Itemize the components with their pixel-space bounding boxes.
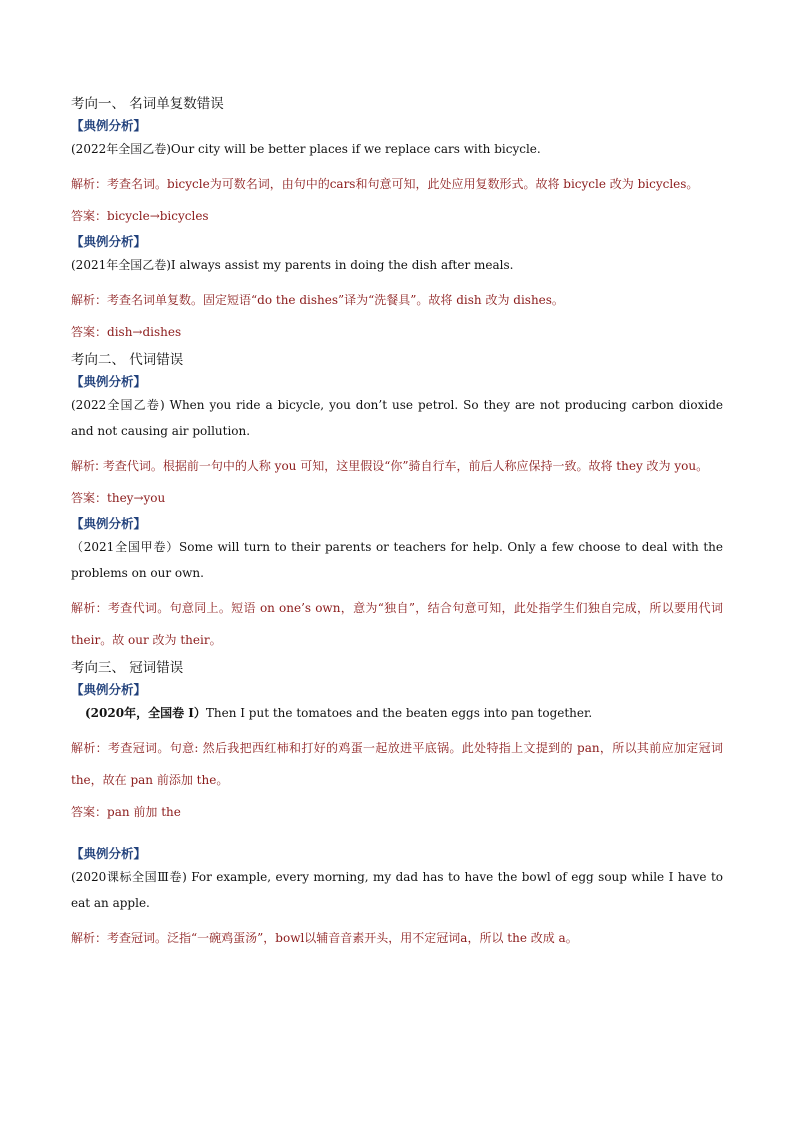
answer-text: dish→dishes xyxy=(107,325,182,339)
analysis-text: 考查冠词。泛指“一碗鸡蛋汤”，bowl以辅音音素开头，用不定冠词a，所以 the 改成 a。 xyxy=(107,931,578,945)
example-answer xyxy=(71,796,723,828)
answer-text: pan 前加 the xyxy=(107,805,181,819)
example-block xyxy=(71,514,723,656)
example-block xyxy=(71,372,723,514)
answer-label: 答案： xyxy=(71,209,108,223)
example-block xyxy=(71,844,723,954)
example-question: （2021全国甲卷）Some will turn to their parents or teachers for help. Only a few choose to deal with the problems on our own. xyxy=(71,540,723,580)
example-question: (2022年全国乙卷)Our city will be better places if we replace cars with bicycle. xyxy=(71,142,541,156)
example-analysis xyxy=(71,592,723,656)
example-analysis xyxy=(71,450,723,482)
analysis-text: 考查代词。根据前一句中的人称 you 可知，这里假设“你”骑自行车，前后人称应保持一致。故将 they 改为 you。 xyxy=(102,459,709,473)
section-noun-number xyxy=(71,92,723,348)
analysis-text: 考查冠词。句意: 然后我把西红柿和打好的鸡蛋一起放进平底锅。此处特指上文提到的 pan，所以其前应加定冠词 the，故在 pan 前添加 the。 xyxy=(71,741,723,787)
question-source: (2020年，全国卷 I） xyxy=(85,706,206,720)
example-block xyxy=(71,232,723,348)
example-analysis xyxy=(71,284,723,316)
example-question: (2020课标全国Ⅲ卷) For example, every morning, my dad has to have the bowl of egg soup while I have to eat an apple. xyxy=(71,870,723,910)
answer-label: 答案： xyxy=(71,325,108,339)
answer-label: 答案： xyxy=(71,491,108,505)
section-title: 考向一、 名词单复数错误 xyxy=(71,96,224,112)
example-tag: 【典例分析】 xyxy=(71,374,147,389)
example-tag: 【典例分析】 xyxy=(71,516,147,531)
example-analysis xyxy=(71,922,723,954)
example-tag: 【典例分析】 xyxy=(71,234,147,249)
example-question: (2022全国乙卷) When you ride a bicycle, you don’t use petrol. So they are not producing carbon dioxide and not causing air pollution. xyxy=(71,398,723,438)
analysis-label: 解析： xyxy=(71,931,108,945)
example-answer xyxy=(71,482,723,514)
example-block xyxy=(71,680,723,828)
section-title: 考向二、 代词错误 xyxy=(71,352,184,368)
answer-label: 答案： xyxy=(71,805,108,819)
analysis-text: 考查代词。句意同上。短语 on one’s own，意为“独自”，结合句意可知，此处指学生们独自完成，所以要用代词 their。故 our 改为 their。 xyxy=(71,601,723,647)
analysis-label: 解析: xyxy=(71,459,103,473)
analysis-label: 解析： xyxy=(71,177,108,191)
spacer xyxy=(71,828,723,844)
analysis-label: 解析： xyxy=(71,293,108,307)
example-tag: 【典例分析】 xyxy=(71,846,147,861)
analysis-label: 解析： xyxy=(71,741,109,755)
section-pronoun xyxy=(71,348,723,656)
question-text: Then I put the tomatoes and the beaten eggs into pan together. xyxy=(205,706,593,720)
answer-text: they→you xyxy=(107,491,166,505)
example-analysis xyxy=(71,732,723,796)
example-tag: 【典例分析】 xyxy=(71,118,147,133)
example-question xyxy=(71,700,723,726)
analysis-text: 考查名词。bicycle为可数名词，由句中的cars和句意可知，此处应用复数形式。故将 bicycle 改为 bicycles。 xyxy=(107,177,699,191)
answer-text: bicycle→bicycles xyxy=(107,209,209,223)
example-tag: 【典例分析】 xyxy=(71,682,147,697)
analysis-label: 解析： xyxy=(71,601,108,615)
document-page xyxy=(71,92,723,954)
example-block xyxy=(71,116,723,232)
example-question: (2021年全国乙卷)I always assist my parents in doing the dish after meals. xyxy=(71,258,514,272)
example-analysis xyxy=(71,168,723,200)
example-answer xyxy=(71,200,723,232)
section-title: 考向三、 冠词错误 xyxy=(71,660,184,676)
analysis-text: 考查名词单复数。固定短语“do the dishes”译为“洗餐具”。故将 dish 改为 dishes。 xyxy=(107,293,564,307)
section-article xyxy=(71,656,723,954)
example-answer xyxy=(71,316,723,348)
